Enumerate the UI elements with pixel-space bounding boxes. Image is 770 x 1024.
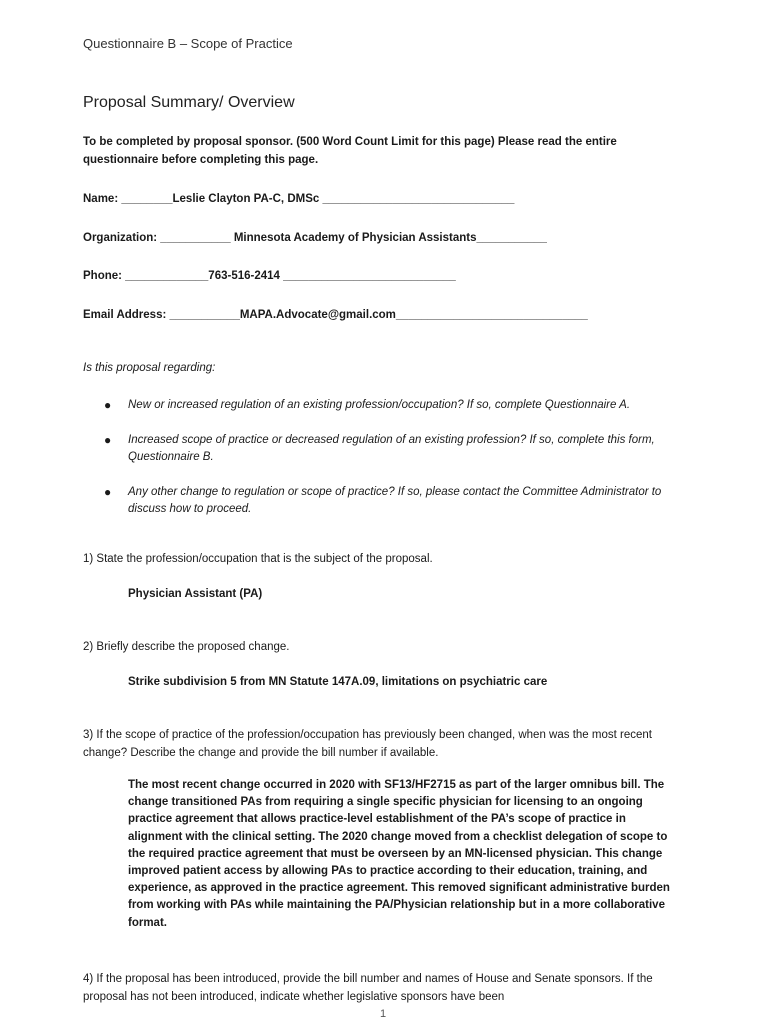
bullet-text: New or increased regulation of an existing profession/occupation? If so, complete Questionnaire A. [128,399,631,411]
intro-instructions: To be completed by proposal sponsor. (500 Word Count Limit for this page) Please read the entire questionnaire before completing this page. [83,136,617,166]
name-field: Name: ________Leslie Clayton PA-C, DMSc ______________________________ [83,193,515,205]
bullet-item-3 [104,484,694,520]
answer-2: Strike subdivision 5 from MN Statute 147A.09, limitations on psychiatric care [128,676,548,688]
bullet-icon: ● [104,398,112,412]
phone-field: Phone: _____________763-516-2414 ___________________________ [83,270,456,282]
bullet-item-2 [104,432,694,468]
organization-field: Organization: ___________ Minnesota Academy of Physician Assistants___________ [83,232,547,244]
page-header: Questionnaire B – Scope of Practice [83,36,293,51]
question-4: 4) If the proposal has been introduced, provide the bill number and names of House and Senate sponsors. If the proposal has not been introduced, indicate whether legislative sponsors have been [83,973,653,1003]
email-field: Email Address: ___________MAPA.Advocate@gmail.com______________________________ [83,309,588,321]
regarding-label: Is this proposal regarding: [83,362,216,374]
question-3: 3) If the scope of practice of the profession/occupation has previously been changed, when was the most recent change? Describe the change and provide the bill number if available. [83,729,652,759]
bullet-item-1 [104,397,694,417]
question-2: 2) Briefly describe the proposed change. [83,641,290,653]
bullet-text: Increased scope of practice or decreased regulation of an existing profession? If so, complete this form, Questionnaire B. [128,434,655,463]
question-1: 1) State the profession/occupation that is the subject of the proposal. [83,553,433,565]
section-title: Proposal Summary/ Overview [83,94,295,111]
answer-1: Physician Assistant (PA) [128,588,263,600]
bullet-icon: ● [104,485,112,499]
bullet-icon: ● [104,433,112,447]
bullet-text: Any other change to regulation or scope of practice? If so, please contact the Committee Administrator to discuss how to proceed. [128,486,662,515]
page-number: 1 [380,1008,387,1020]
answer-3: The most recent change occurred in 2020 with SF13/HF2715 as part of the larger omnibus bill. The change transitioned PAs from requiring a single specific physician for licensing to an ongoing practice agreement that allows practice-level establishment of the PA’s scope of practice in alignment with the clinical setting. The 2020 change moved from a checklist delegation of scope to the required practice agreement that must be overseen by an MN-licensed physician. This change improved patient access by allowing PAs to practice according to their education, training, and experience, as approved in the practice agreement. This removed significant administrative burden from working with PAs while maintaining the PA/Physician relationship but in a more collaborative format. [128,779,670,929]
